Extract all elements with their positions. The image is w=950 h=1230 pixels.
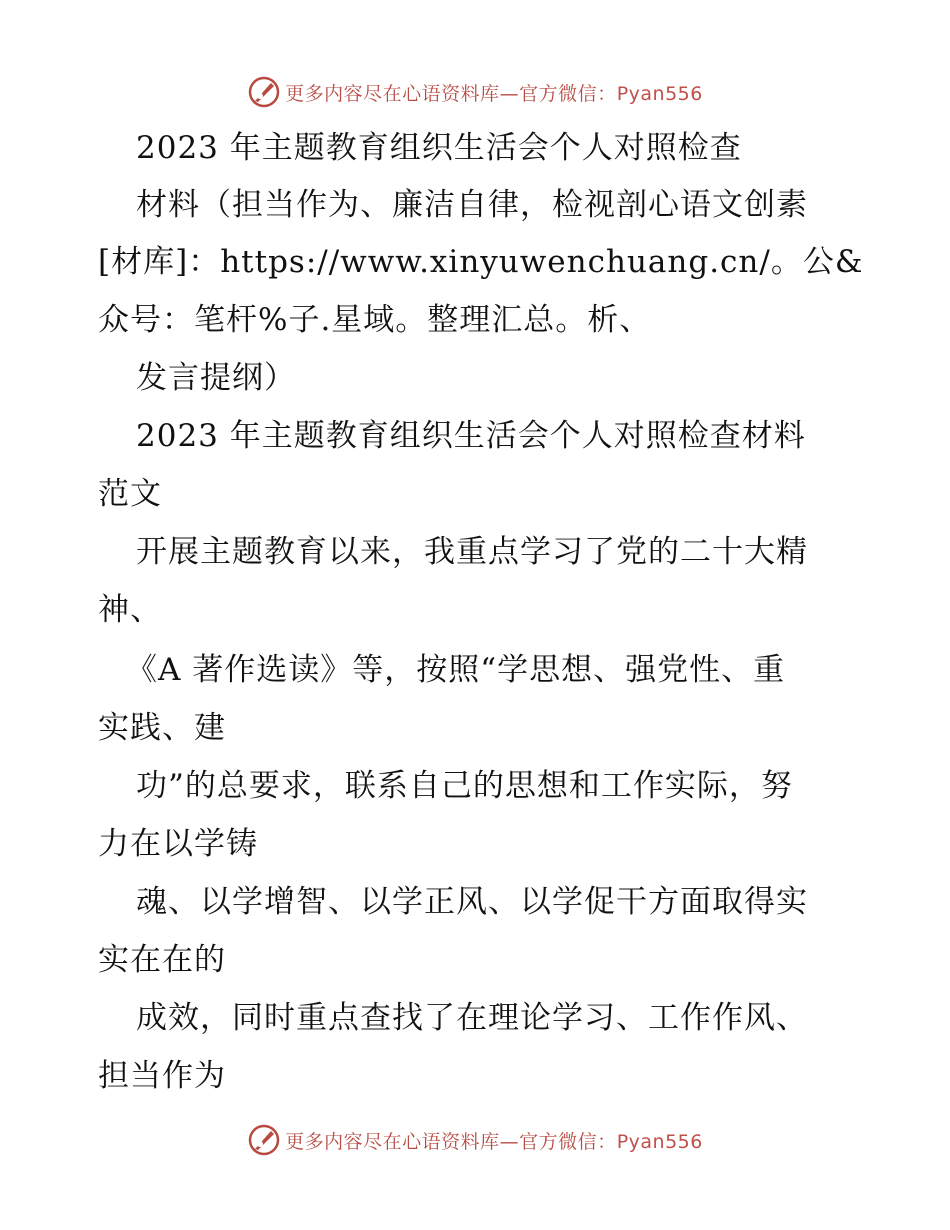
text-line: 功”的总要求，联系自己的思想和工作实际，努 [136, 768, 793, 804]
quill-logo-icon [247, 75, 281, 109]
text-line: [材库]：https://www.xinyuwenchuang.cn/。公& [98, 244, 864, 280]
watermark-separator: — [499, 82, 520, 105]
text-line: 众号：笔杆%子.星域。整理汇总。析、 [98, 302, 652, 338]
header-watermark [0, 72, 950, 112]
text-line: 实践、建 [98, 710, 226, 746]
text-line: 2023 年主题教育组织生活会个人对照检查 [136, 130, 742, 166]
watermark-separator: — [499, 1130, 520, 1153]
text-line: 材料（担当作为、廉洁自律，检视剖心语文创素 [136, 187, 808, 223]
watermark-id: Pyan556 [616, 1130, 703, 1153]
watermark-text: 更多内容尽在心语资料库 [285, 82, 500, 105]
text-line: 2023 年主题教育组织生活会个人对照检查材料 [136, 418, 806, 454]
text-line: 成效，同时重点查找了在理论学习、工作作风、 [136, 1000, 808, 1036]
text-line: 神、 [98, 592, 162, 628]
text-line: 力在以学铸 [98, 826, 258, 862]
text-line: 《A 著作选读》等，按照“学思想、强党性、重 [126, 652, 786, 688]
text-line: 开展主题教育以来，我重点学习了党的二十大精 [136, 534, 808, 570]
watermark-contact: 官方微信： [519, 82, 617, 105]
text-line: 魂、以学增智、以学正风、以学促干方面取得实 [136, 884, 808, 920]
quill-logo-icon [247, 1123, 281, 1157]
watermark-text: 更多内容尽在心语资料库 [285, 1130, 500, 1153]
watermark-id: Pyan556 [616, 82, 703, 105]
watermark-contact: 官方微信： [519, 1130, 617, 1153]
text-line: 发言提纲） [136, 360, 296, 396]
footer-watermark [0, 1120, 950, 1160]
text-line: 范文 [98, 476, 162, 512]
text-line: 实在在的 [98, 942, 226, 978]
text-line: 担当作为 [98, 1058, 226, 1094]
